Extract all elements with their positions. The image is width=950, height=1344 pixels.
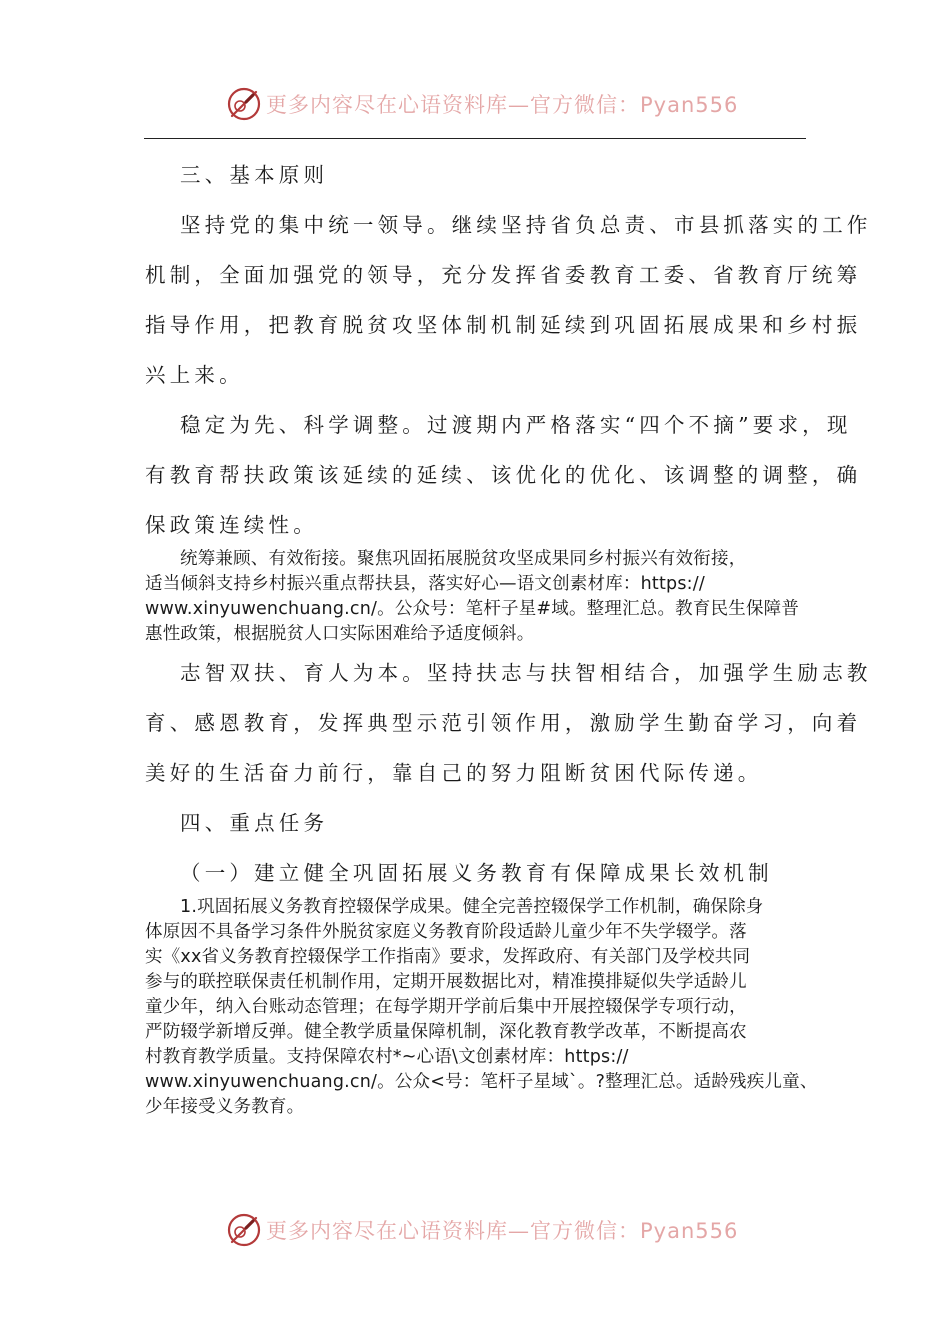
banner-text: 更多内容尽在心语资料库—官方微信：Pyan556 [266,1219,739,1243]
paragraph-line: 参与的联控联保责任机制作用，定期开展数据比对，精准摸排疑似失学适龄儿 [145,972,747,992]
paragraph-line: 机制，全面加强党的领导，充分发挥省委教育工委、省教育厅统筹 [145,263,862,287]
paragraph-line: 童少年，纳入台账动态管理；在每学期开学前后集中开展控辍保学专项行动， [145,997,747,1017]
paragraph-line: 严防辍学新增反弹。健全教学质量保障机制，深化教育教学改革，不断提高农 [145,1022,747,1042]
banner-wechat-id: Pyan556 [640,93,739,117]
paragraph-line: 坚持党的集中统一领导。继续坚持省负总责、市县抓落实的工作 [180,213,872,237]
paragraph-line: 惠性政策，根据脱贫人口实际困难给予适度倾斜。 [145,624,535,644]
paragraph-line: 志智双扶、育人为本。坚持扶志与扶智相结合，加强学生励志教 [180,661,872,685]
paragraph-line: 育、感恩教育，发挥典型示范引领作用，激励学生勤奋学习，向着 [145,711,862,735]
section-heading: 三、基本原则 [180,163,329,187]
paragraph-line: 兴上来。 [145,363,244,387]
banner-text: 更多内容尽在心语资料库—官方微信：Pyan556 [266,93,739,117]
banner-wechat-id: Pyan556 [640,1219,739,1243]
pen-logo-icon [226,1212,262,1248]
paragraph-line: 适当倾斜支持乡村振兴重点帮扶县，落实好心—语文创素材库：https:// [145,574,705,594]
paragraph-line: 体原因不具备学习条件外脱贫家庭义务教育阶段适龄儿童少年不失学辍学。落 [145,922,747,942]
paragraph-line: 实《xx省义务教育控辍保学工作指南》要求，发挥政府、有关部门及学校共同 [145,947,751,967]
paragraph-line: 村教育教学质量。支持保障农村*~心语\文创素材库：https:// [145,1047,629,1067]
subsection-heading: （一）建立健全巩固拓展义务教育有保障成果长效机制 [180,861,773,885]
paragraph-line: 统筹兼顾、有效衔接。聚焦巩固拓展脱贫攻坚成果同乡村振兴有效衔接， [180,549,747,569]
section-heading: 四、重点任务 [180,811,329,835]
paragraph-line: www.xinyuwenchuang.cn/。公众<号：笔杆子星域`。?整理汇总。适龄残疾儿童、 [145,1072,818,1092]
paragraph-line: 指导作用，把教育脱贫攻坚体制机制延续到巩固拓展成果和乡村振 [145,313,862,337]
header-banner [0,84,950,124]
footer-banner [0,1210,950,1250]
paragraph-line: 1.巩固拓展义务教育控辍保学成果。健全完善控辍保学工作机制，确保除身 [180,897,764,917]
paragraph-line: www.xinyuwenchuang.cn/。公众号：笔杆子星#域。整理汇总。教育民生保障普 [145,599,800,619]
paragraph-line: 保政策连续性。 [145,513,318,537]
paragraph-line: 有教育帮扶政策该延续的延续、该优化的优化、该调整的调整，确 [145,463,862,487]
pen-logo-icon [226,86,262,122]
header-divider [144,138,806,139]
paragraph-line: 稳定为先、科学调整。过渡期内严格落实“四个不摘”要求，现 [180,413,852,437]
paragraph-line: 美好的生活奋力前行，靠自己的努力阻断贫困代际传递。 [145,761,763,785]
paragraph-line: 少年接受义务教育。 [145,1097,305,1117]
